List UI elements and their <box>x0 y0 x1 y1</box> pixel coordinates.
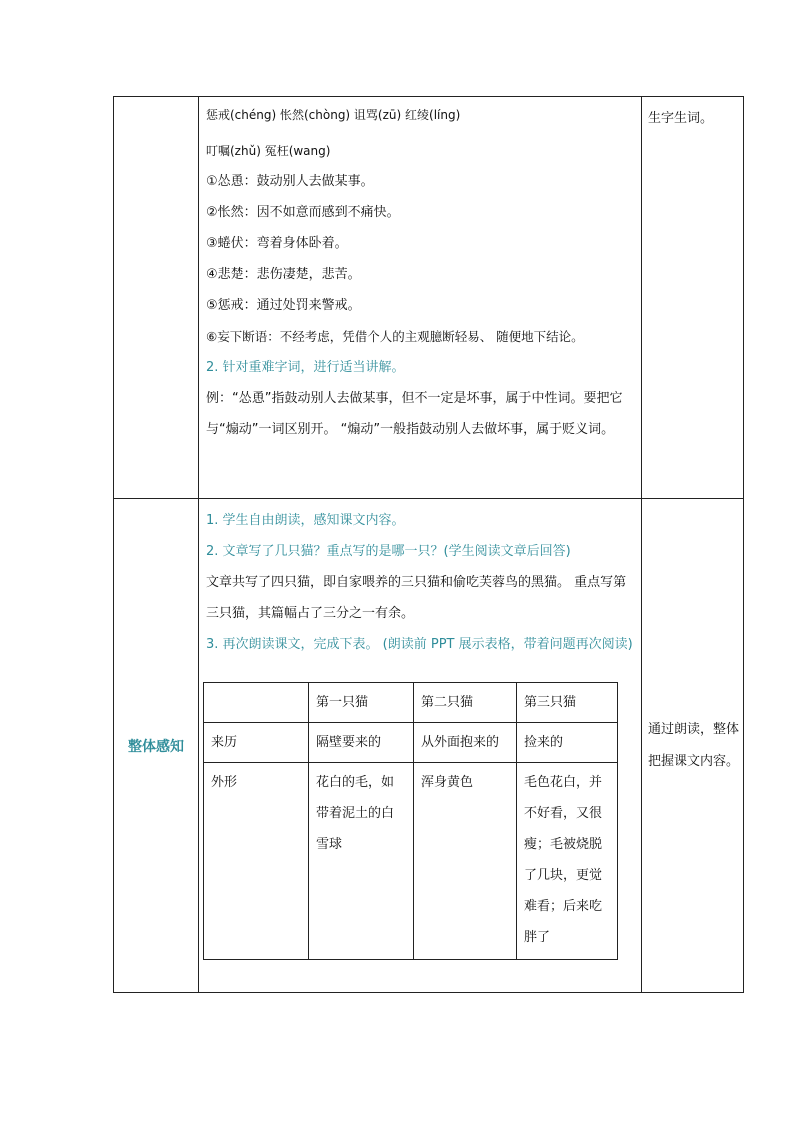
cat-table-cell: 浑身黄色 <box>414 763 517 960</box>
cat-table-cell: 外形 <box>204 763 309 960</box>
definition-3: ③蜷伏：弯着身体卧着。 <box>206 236 348 251</box>
overall-content-cell <box>199 499 642 993</box>
cat-table-cell: 捡来的 <box>517 723 618 763</box>
cat-table-cell: 毛色花白，并不好看，又很瘦；毛被烧脱了几块，更觉难看；后来吃胖了 <box>517 763 618 960</box>
lesson-plan-table <box>113 96 744 993</box>
cat-table-cell: 来历 <box>204 723 309 763</box>
definition-2: ②怅然：因不如意而感到不痛快。 <box>206 205 400 220</box>
overall-step-3: 3. 再次朗读课文，完成下表。 (朗读前 PPT 展示表格，带着问题再次阅读) <box>206 637 633 652</box>
pinyin-line-2: 叮嘱(zhǔ) 冤枉(wang) <box>206 144 331 158</box>
cat-table-cell: 隔壁要来的 <box>309 723 414 763</box>
overall-answer: 文章共写了四只猫，即自家喂养的三只猫和偷吃芙蓉鸟的黑猫。 重点写第三只猫，其篇幅占了三分之一有余。 <box>206 575 627 621</box>
cat-table-row-appearance <box>204 763 618 960</box>
overall-row <box>114 499 744 993</box>
definition-6: ⑥妄下断语：不经考虑，凭借个人的主观臆断轻易、 随便地下结论。 <box>206 329 584 344</box>
cat-table-row-origin <box>204 723 618 763</box>
overall-step-2: 2. 文章写了几只猫？重点写的是哪一只？(学生阅读文章后回答) <box>206 544 571 559</box>
definition-1: ①怂恿：鼓动别人去做某事。 <box>206 174 374 189</box>
cat-table-header-third: 第三只猫 <box>517 683 618 723</box>
vocab-content-cell <box>199 97 642 499</box>
cat-table-cell: 花白的毛，如带着泥土的白雪球 <box>309 763 414 960</box>
cat-table-header-row <box>204 683 618 723</box>
vocab-section-cell <box>114 97 199 499</box>
cat-comparison-table <box>203 682 618 960</box>
overall-goal-cell: 通过朗读，整体把握课文内容。 <box>642 499 744 993</box>
cat-table-header-first: 第一只猫 <box>309 683 414 723</box>
vocab-row <box>114 97 744 499</box>
definition-4: ④悲楚：悲伤凄楚，悲苦。 <box>206 267 361 282</box>
overall-section-label: 整体感知 <box>114 499 199 993</box>
cat-table-cell: 从外面抱来的 <box>414 723 517 763</box>
overall-step-1: 1. 学生自由朗读，感知课文内容。 <box>206 513 405 528</box>
pinyin-line-1: 惩戒(chéng) 怅然(chòng) 诅骂(zū) 红绫(líng) <box>206 108 461 122</box>
cat-table-header-empty <box>204 683 309 723</box>
definition-5: ⑤惩戒：通过处罚来警戒。 <box>206 298 361 313</box>
cat-table-header-second: 第二只猫 <box>414 683 517 723</box>
vocab-example: 例：“怂恿”指鼓动别人去做某事，但不一定是坏事，属于中性词。要把它与“煽动”一词区别开。 “煽动”一般指鼓动别人去做坏事，属于贬义词。 <box>206 391 623 437</box>
vocab-goal-cell: 生字生词。 <box>642 97 744 499</box>
vocab-step-2: 2. 针对重难字词，进行适当讲解。 <box>206 360 405 375</box>
